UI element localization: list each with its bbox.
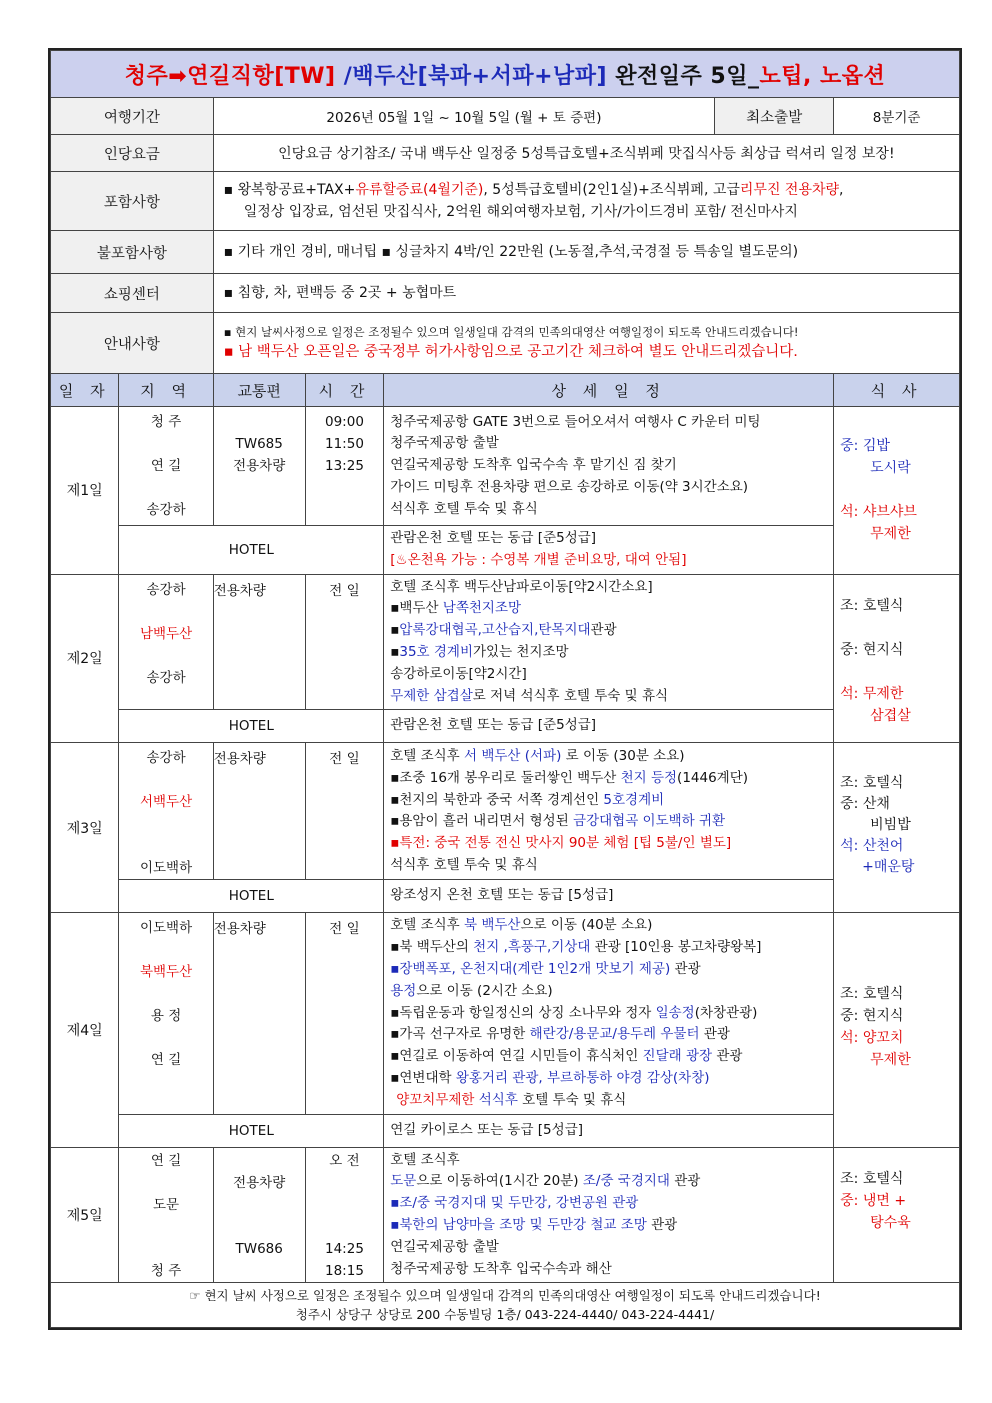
day4-details: 호텔 조식후 북 백두산으로 이동 (40분 소요) ▪북 백두산의 천지 ,흑풍구,기상대 관광 [10인용 봉고차량왕복] ▪장백폭포, 온천지대(계란 1인2개 맛보기 제공) 관광 용정으로 이동 (2시간 소요) ▪독립운동과 항일정신의 상징 소나무와 정자 일송정(차창관광) ▪가곡 선구자로 유명한 해란강/용문교/용두레 우물터 관광 ▪연길로 이동하여 연길 시민들이 휴식처인 진달래 광장 관광 ▪연변대학 왕홍거리 관광, 부르하통하 야경 감상(차창) 양꼬치무제한 석식후 호텔 투숙 및 휴식 bbox=[384, 913, 834, 1114]
day2-meals: 조: 호텔식 중: 현지식 석: 무제한 삼겹살 bbox=[834, 574, 960, 743]
day1-times: 09:00 11:50 13:25 bbox=[305, 407, 384, 526]
day1-details: 청주국제공항 GATE 3번으로 들어오셔서 여행사 C 카운터 미팅 청주국제공항 출발 연길국제공항 도착후 입국수속 후 맡기신 짐 찾기 가이드 미팅후 전용차량 편으로 송강하로 이동(약 3시간소요) 석식후 호텔 투숙 및 휴식 bbox=[384, 407, 834, 526]
included-label: 포함사항 bbox=[51, 172, 214, 231]
day1-row bbox=[51, 407, 960, 526]
hotel-label: HOTEL bbox=[119, 1114, 384, 1147]
price-label: 인당요금 bbox=[51, 135, 214, 172]
notice-label: 안내사항 bbox=[51, 313, 214, 374]
day5-label: 제5일 bbox=[51, 1147, 119, 1283]
header-day: 일 자 bbox=[51, 374, 119, 407]
hotel-label: HOTEL bbox=[119, 710, 384, 743]
itinerary-sheet bbox=[48, 48, 962, 1330]
day1-regions: 청 주 연 길 송강하 bbox=[119, 407, 213, 526]
day2-regions: 송강하 남백두산 송강하 bbox=[119, 574, 213, 710]
day4-label: 제4일 bbox=[51, 913, 119, 1147]
day5-meals: 조: 호텔식 중: 냉면 + 탕수육 bbox=[834, 1147, 960, 1283]
day1-hotel: 관람온천 호텔 또는 동급 [준5성급] [♨온천욕 가능 : 수영복 개별 준비요망, 대여 안됨] bbox=[384, 526, 834, 575]
day2-transport: 전용차량 bbox=[213, 574, 305, 710]
header-transport: 교통편 bbox=[213, 374, 305, 407]
day5-row bbox=[51, 1147, 960, 1283]
day5-times: 오 전 14:25 18:15 bbox=[305, 1147, 384, 1283]
header-meal: 식 사 bbox=[834, 374, 960, 407]
day1-label: 제1일 bbox=[51, 407, 119, 575]
day3-meals: 조: 호텔식 중: 산채 비빔밥 석: 산천어 +매운탕 bbox=[834, 743, 960, 913]
day5-regions: 연 길 도문 청 주 bbox=[119, 1147, 213, 1283]
day4-regions: 이도백하 북백두산 용 정 연 길 bbox=[119, 913, 213, 1114]
day1-transport: TW685 전용차량 bbox=[213, 407, 305, 526]
min-departure-value: 8분기준 bbox=[834, 98, 960, 135]
period-label: 여행기간 bbox=[51, 98, 214, 135]
footer-address: 청주시 상당구 상당로 200 수동빌딩 1층/ 043-224-4440/ 043-224-4441/ bbox=[295, 1307, 715, 1323]
day3-regions: 송강하 서백두산 이도백하 bbox=[119, 743, 213, 880]
hotel-label: HOTEL bbox=[119, 526, 384, 575]
itinerary-table bbox=[50, 50, 960, 1328]
day4-transport: 전용차량 bbox=[213, 913, 305, 1114]
day1-meals: 중: 김밥 도시락 석: 샤브샤브 무제한 bbox=[834, 407, 960, 575]
shopping-label: 쇼핑센터 bbox=[51, 274, 214, 313]
day2-details: 호텔 조식후 백두산남파로이동[약2시간소요] ▪백두산 남쪽천지조망 ▪압록강대협곡,고산습지,탄목지대관광 ▪35호 경계비가있는 천지조망 송강하로이동[약2시간] 무제한 삼겹살로 저녁 석식후 호텔 투숙 및 휴식 bbox=[384, 574, 834, 710]
day2-time: 전 일 bbox=[305, 574, 384, 710]
day3-hotel: 왕조성지 온천 호텔 또는 동급 [5성급] bbox=[384, 880, 834, 913]
schedule-header bbox=[51, 374, 960, 407]
price-value: 인당요금 상기참조/ 국내 백두산 일정중 5성특급호텔+조식뷔페 맛집식사등 최상급 럭셔리 일정 보장! bbox=[213, 135, 959, 172]
excluded-label: 불포함사항 bbox=[51, 231, 214, 274]
notice-value: ▪ 현지 날씨사정으로 일정은 조정될수 있으며 일생일대 감격의 민족의대영산 여행일정이 되도록 안내드리겠습니다! ▪ 남 백두산 오픈일은 중국정부 허가사항임으로 공고기간 체크하여 별도 안내드리겠습니다. bbox=[213, 313, 959, 374]
day5-transport: 전용차량 TW686 bbox=[213, 1147, 305, 1283]
header-detail: 상 세 일 정 bbox=[384, 374, 834, 407]
footer-notice: ☞ 현지 날씨 사정으로 일정은 조정될수 있으며 일생일대 감격의 민족의대영산 여행일정이 되도록 안내드리겠습니다! bbox=[189, 1288, 821, 1304]
shopping-value: ▪ 침향, 차, 편백등 중 2곳 + 농협마트 bbox=[213, 274, 959, 313]
page-title: 청주➡연길직항[TW] /백두산[북파+서파+남파] 완전일주 5일_노팁, 노옵션 bbox=[51, 51, 960, 98]
header-region: 지 역 bbox=[119, 374, 213, 407]
day3-label: 제3일 bbox=[51, 743, 119, 913]
day2-hotel: 관람온천 호텔 또는 동급 [준5성급] bbox=[384, 710, 834, 743]
min-departure-label: 최소출발 bbox=[715, 98, 834, 135]
day4-meals: 조: 호텔식 중: 현지식 석: 양꼬치 무제한 bbox=[834, 913, 960, 1147]
included-value: ▪ 왕복항공료+TAX+유류할증료(4월기준), 5성특급호텔비(2인1실)+조식뷔페, 고급리무진 전용차량, 일정상 입장료, 엄선된 맛집식사, 2억원 해외여행자보험, 기사/가이드경비 포함/ 전신마사지 bbox=[213, 172, 959, 231]
day4-hotel: 연길 카이로스 또는 동급 [5성급] bbox=[384, 1114, 834, 1147]
hotel-label: HOTEL bbox=[119, 880, 384, 913]
day2-row bbox=[51, 574, 960, 710]
footer bbox=[51, 1283, 960, 1328]
day3-row bbox=[51, 743, 960, 880]
day2-label: 제2일 bbox=[51, 574, 119, 743]
day4-row bbox=[51, 913, 960, 1114]
day3-transport: 전용차량 bbox=[213, 743, 305, 880]
day3-details: 호텔 조식후 서 백두산 (서파) 로 이동 (30분 소요) ▪조중 16개 봉우리로 둘러쌓인 백두산 천지 등정(1446계단) ▪천지의 북한과 중국 서쪽 경계선인 5호경계비 ▪용암이 흘러 내리면서 형성된 금강대협곡 이도백하 귀환 ▪특전: 중국 전통 전신 맛사지 90분 체험 [팁 5불/인 별도] 석식후 호텔 투숙 및 휴식 bbox=[384, 743, 834, 880]
day5-details: 호텔 조식후 도문으로 이동하여(1시간 20분) 조/중 국경지대 관광 ▪조/중 국경지대 및 두만강, 강변공원 관광 ▪북한의 남양마을 조망 및 두만강 철교 조망 관광 연길국제공항 출발 청주국제공항 도착후 입국수속과 해산 bbox=[384, 1147, 834, 1283]
excluded-value: ▪ 기타 개인 경비, 매너팁 ▪ 싱글차지 4박/인 22만원 (노동절,추석,국경절 등 특송일 별도문의) bbox=[213, 231, 959, 274]
period-value: 2026년 05월 1일 ~ 10월 5일 (월 + 토 증편) bbox=[213, 98, 715, 135]
day4-time: 전 일 bbox=[305, 913, 384, 1114]
day3-time: 전 일 bbox=[305, 743, 384, 880]
header-time: 시 간 bbox=[305, 374, 384, 407]
